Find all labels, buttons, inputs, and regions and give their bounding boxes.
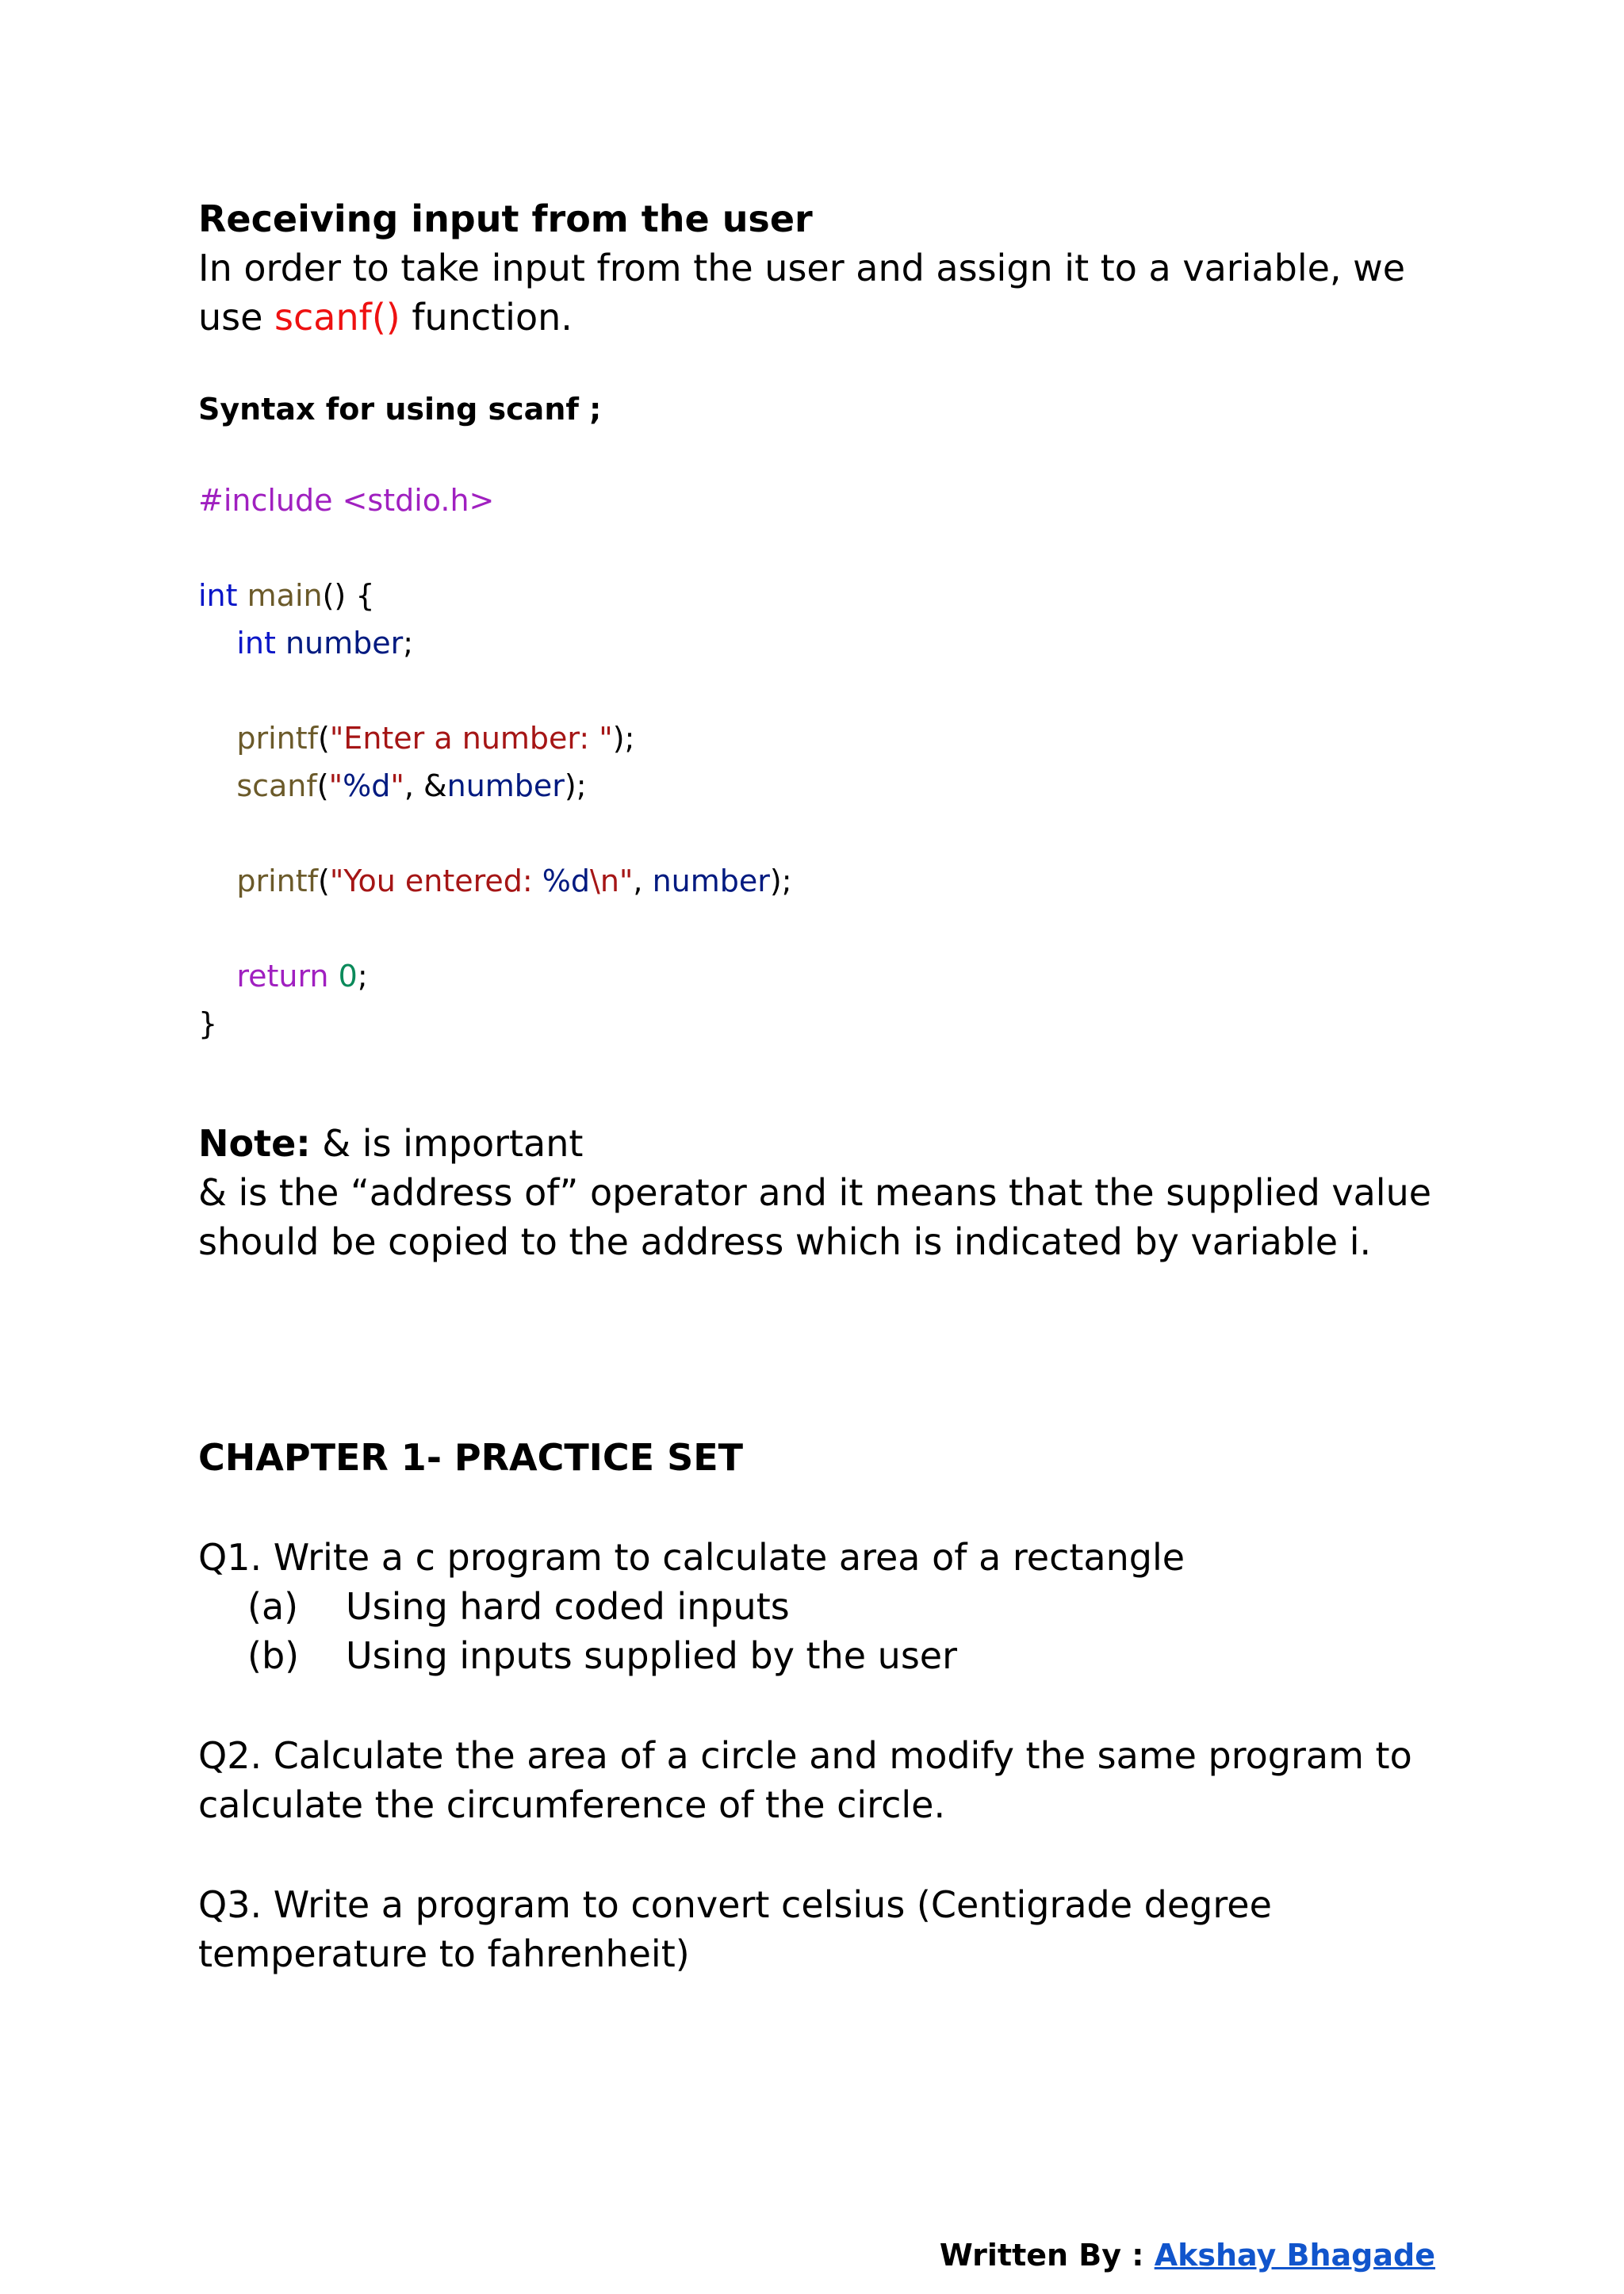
- code-line-blank: [198, 905, 1435, 952]
- paren-close: );: [564, 768, 587, 803]
- escape-seq: \n: [590, 864, 619, 898]
- question-1b: [198, 1631, 1435, 1680]
- note-line1: & is important: [310, 1122, 584, 1165]
- intro-text-end: function.: [400, 296, 573, 339]
- decl-end: ;: [403, 626, 414, 661]
- code-line-decl: [198, 619, 1435, 667]
- string-literal: "You entered:: [329, 864, 542, 898]
- close-brace: }: [198, 1006, 218, 1041]
- format-spec: %d: [542, 864, 591, 898]
- footer-credit: [940, 2238, 1435, 2273]
- intro-text: In order to take input from the user and assign it to a variable, we use: [198, 247, 1406, 339]
- footer-label: Written By :: [939, 2238, 1155, 2273]
- comma: ,: [633, 864, 653, 898]
- quote: ": [328, 768, 343, 803]
- semicolon: ;: [357, 959, 368, 994]
- intro-paragraph: [198, 243, 1435, 342]
- quote: ": [390, 768, 404, 803]
- note-label: Note:: [198, 1122, 311, 1165]
- note-block: [198, 1119, 1435, 1266]
- syntax-heading: Syntax for using scanf ;: [198, 392, 602, 427]
- paren-close: );: [769, 864, 792, 898]
- code-line-include: [198, 477, 1435, 524]
- document-page: [198, 194, 1435, 1978]
- question-1-text: Q1. Write a c program to calculate area of a rectangle: [198, 1536, 1185, 1579]
- sub-text-b: Using inputs supplied by the user: [346, 1634, 957, 1677]
- sub-text-a: Using hard coded inputs: [346, 1585, 790, 1628]
- scanf-var: number: [446, 768, 565, 803]
- code-line-printf2: [198, 857, 1435, 905]
- code-line-main: [198, 572, 1435, 619]
- return-value: 0: [338, 959, 358, 994]
- printf-var: number: [652, 864, 770, 898]
- return-keyword: return: [236, 959, 329, 994]
- chapter-title: CHAPTER 1- PRACTICE SET: [198, 1436, 744, 1479]
- code-line-blank: [198, 667, 1435, 714]
- note-body: & is the “address of” operator and it means that the supplied value should be copied to the address which is indicated by variable i.: [198, 1171, 1432, 1263]
- scanf-function: scanf: [236, 768, 317, 803]
- code-line-printf1: [198, 714, 1435, 762]
- main-function: main: [247, 578, 323, 613]
- code-line-blank: [198, 524, 1435, 572]
- decl-type: int: [236, 626, 276, 661]
- code-line-blank: [198, 810, 1435, 857]
- paren: (: [316, 768, 329, 803]
- paren: (: [318, 721, 330, 756]
- decl-var: number: [285, 626, 404, 661]
- paren-close: );: [612, 721, 635, 756]
- question-1a: [198, 1582, 1435, 1631]
- paren: (: [318, 864, 330, 898]
- scanf-highlight: scanf(): [274, 296, 400, 339]
- code-line-return: [198, 952, 1435, 1000]
- sub-label-b: (b): [247, 1634, 300, 1677]
- string-literal: "Enter a number: ": [329, 721, 613, 756]
- sub-label-a: (a): [247, 1585, 299, 1628]
- section-title: Receiving input from the user: [198, 197, 813, 240]
- printf-function: printf: [236, 721, 318, 756]
- address-op: , &: [404, 768, 447, 803]
- question-1: [198, 1533, 1435, 1680]
- include-file: <stdio.h>: [332, 483, 495, 518]
- main-rest: () {: [322, 578, 375, 613]
- code-block: [198, 477, 1435, 1047]
- author-link[interactable]: Akshay Bhagade: [1154, 2238, 1435, 2273]
- code-line-scanf: [198, 762, 1435, 810]
- question-3: Q3. Write a program to convert celsius (Centigrade degree temperature to fahrenheit): [198, 1883, 1272, 1975]
- note-heading: [198, 1119, 1435, 1168]
- printf-function: printf: [236, 864, 318, 898]
- format-spec: %d: [343, 768, 391, 803]
- question-2: Q2. Calculate the area of a circle and modify the same program to calculate the circumference of the circle.: [198, 1734, 1412, 1826]
- int-keyword: int: [198, 578, 238, 613]
- include-keyword: #include: [198, 483, 333, 518]
- code-line-close: [198, 1000, 1435, 1047]
- quote: ": [619, 864, 634, 898]
